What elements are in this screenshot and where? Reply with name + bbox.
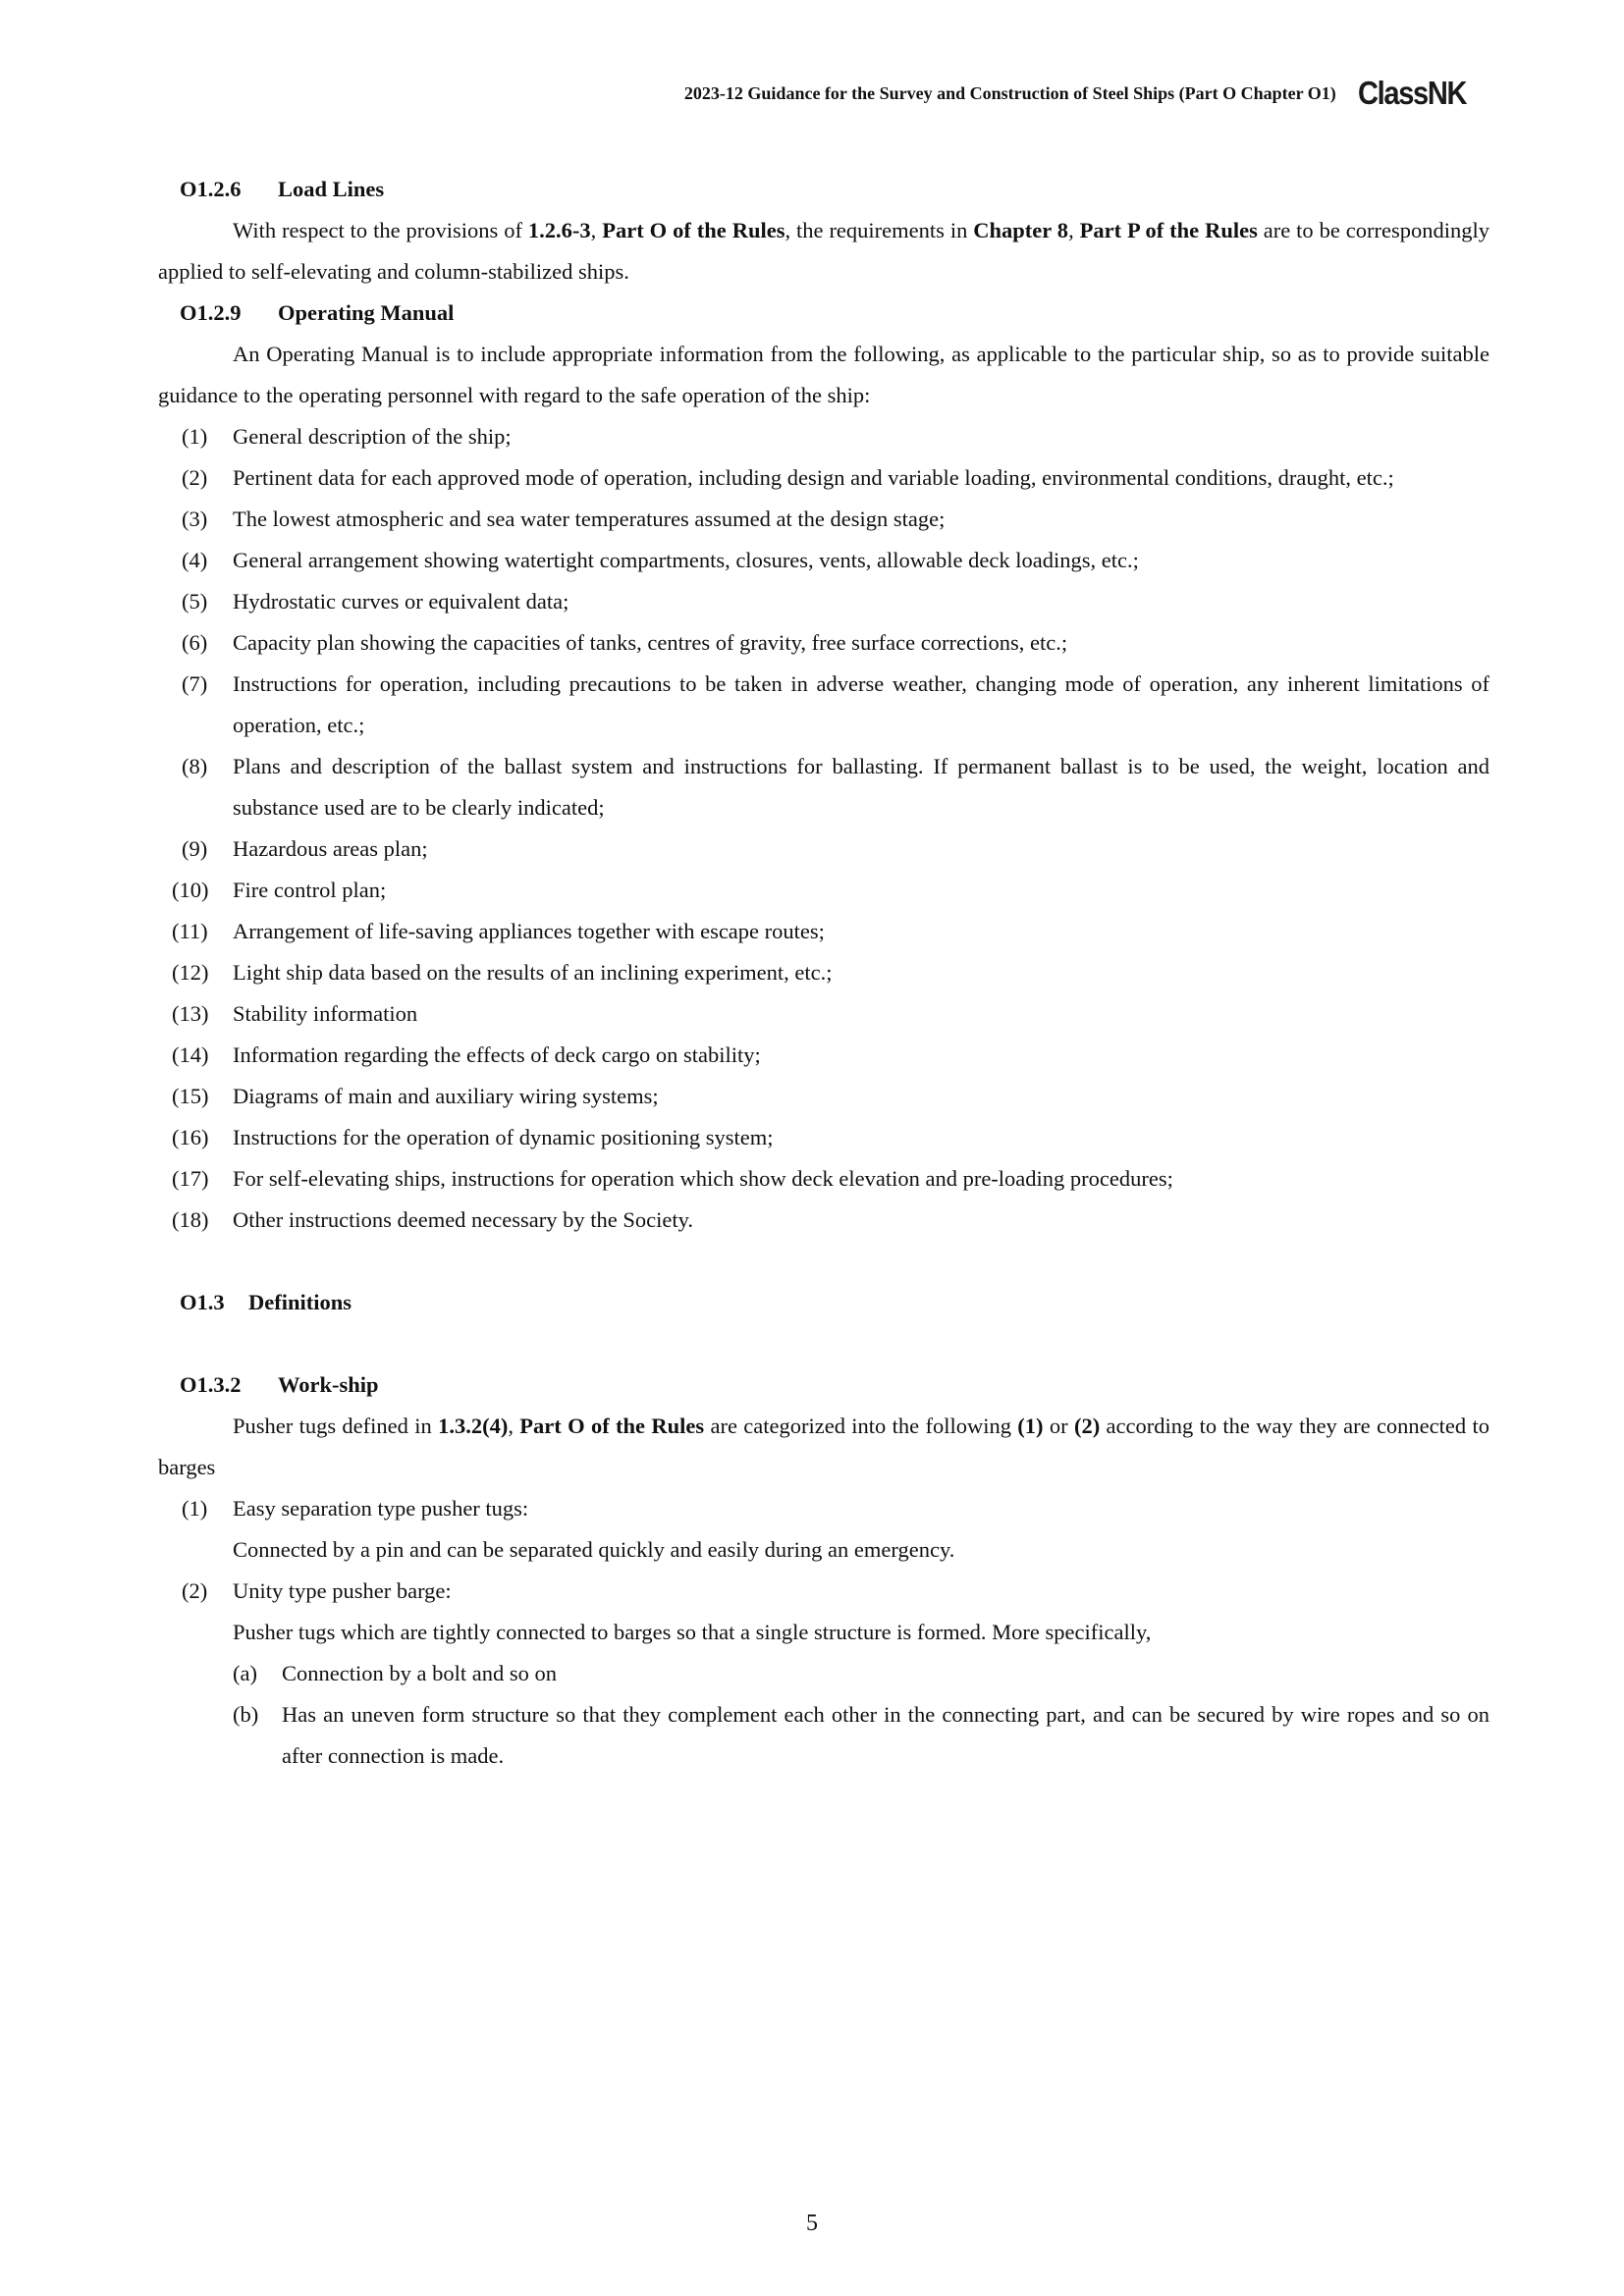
- section-number: O1.2.9: [180, 300, 242, 325]
- list-item: (4) General arrangement showing watertight compartments, closures, vents, allowable deck loadings, etc.;: [182, 548, 1139, 572]
- list-item: (1) General description of the ship;: [182, 424, 512, 449]
- list-item-description: Connected by a pin and can be separated quickly and easily during an emergency.: [233, 1537, 955, 1562]
- operating-manual-intro: An Operating Manual is to include appropriate information from the following, as applicable to the particular ship, so as to provide suitable guidance to the operating personnel with regard to the safe operation of the ship:: [158, 342, 1489, 407]
- list-item: (8) Plans and description of the ballast system and instructions for ballasting. If permanent ballast is to be used, the weight, location and substance used are to be clearly indicated;: [182, 754, 1489, 820]
- header-title: 2023-12 Guidance for the Survey and Construction of Steel Ships (Part O Chapter O1): [683, 82, 1336, 103]
- list-item: (6) Capacity plan showing the capacities of tanks, centres of gravity, free surface corrections, etc.;: [182, 630, 1068, 655]
- document-body: [158, 169, 1489, 1777]
- list-item: (10) Fire control plan;: [172, 878, 387, 902]
- sub-list-item: (a) Connection by a bolt and so on: [233, 1661, 557, 1685]
- list-item: (13) Stability information: [172, 1001, 418, 1026]
- list-item: (1) Easy separation type pusher tugs:: [182, 1496, 529, 1521]
- section-heading-o126: [158, 169, 1489, 210]
- classnk-logo: ClassNK: [1357, 75, 1466, 111]
- page-header: [684, 75, 1481, 112]
- section-number: O1.2.6: [180, 177, 242, 201]
- section-title: Work-ship: [278, 1372, 379, 1397]
- section-title: Operating Manual: [278, 300, 455, 325]
- list-item: (9) Hazardous areas plan;: [182, 836, 428, 861]
- list-item-description: Pusher tugs which are tightly connected to barges so that a single structure is formed. More specifically,: [233, 1620, 1152, 1644]
- list-item: (18) Other instructions deemed necessary by the Society.: [172, 1207, 694, 1232]
- section-number: O1.3: [180, 1290, 225, 1314]
- work-ship-paragraph: Pusher tugs defined in 1.3.2(4), Part O of the Rules are categorized into the following (1) or (2) according to the way they are connected to barges: [158, 1414, 1489, 1479]
- list-item: (7) Instructions for operation, including precautions to be taken in adverse weather, changing mode of operation, any inherent limitations of operation, etc.;: [182, 671, 1489, 737]
- page-number: 5: [806, 2211, 818, 2236]
- list-item: (11) Arrangement of life-saving appliances together with escape routes;: [172, 919, 825, 943]
- section-heading-o129: [158, 293, 1489, 334]
- sub-list-item: (b) Has an uneven form structure so that they complement each other in the connecting part, and can be secured by wire ropes and so on after connection is made.: [233, 1702, 1489, 1768]
- list-item: (14) Information regarding the effects of deck cargo on stability;: [172, 1042, 761, 1067]
- list-item: (17) For self-elevating ships, instructions for operation which show deck elevation and pre-loading procedures;: [172, 1166, 1173, 1191]
- operating-manual-list: [158, 416, 1489, 1241]
- section-heading-o132: [158, 1364, 1489, 1406]
- section-title: Load Lines: [278, 177, 385, 201]
- section-heading-o13: [158, 1282, 1489, 1323]
- list-item: (12) Light ship data based on the results of an inclining experiment, etc.;: [172, 960, 833, 985]
- list-item: (5) Hydrostatic curves or equivalent data;: [182, 589, 569, 614]
- load-lines-paragraph: With respect to the provisions of 1.2.6-3, Part O of the Rules, the requirements in Chapter 8, Part P of the Rules are to be correspondingly applied to self-elevating and column-stabilized ships.: [158, 218, 1490, 284]
- list-item: (15) Diagrams of main and auxiliary wiring systems;: [172, 1084, 659, 1108]
- section-number: O1.3.2: [180, 1372, 242, 1397]
- list-item: (3) The lowest atmospheric and sea water temperatures assumed at the design stage;: [182, 507, 946, 531]
- list-item: (2) Unity type pusher barge:: [182, 1578, 452, 1603]
- list-item: (2) Pertinent data for each approved mode of operation, including design and variable loading, environmental conditions, draught, etc.;: [182, 465, 1394, 490]
- list-item: (16) Instructions for the operation of dynamic positioning system;: [172, 1125, 774, 1149]
- section-title: Definitions: [248, 1290, 352, 1314]
